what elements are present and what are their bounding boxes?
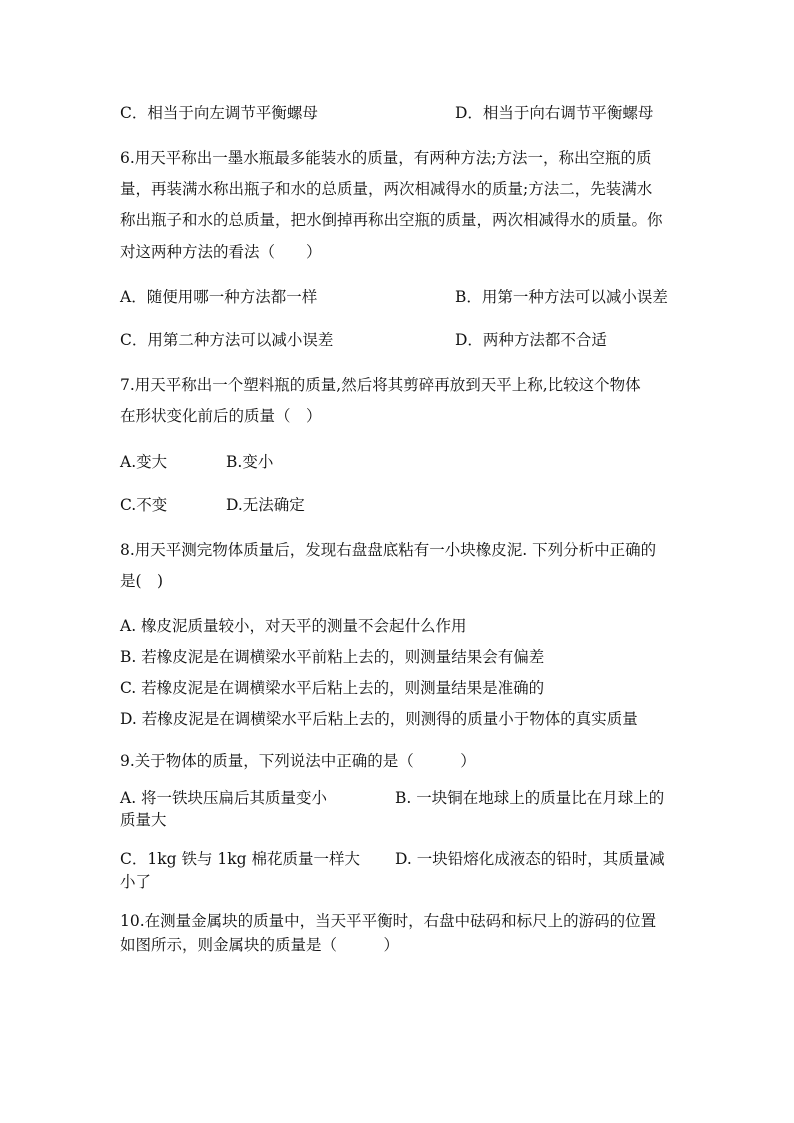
q7-option-d: D.无法确定 [226,496,305,514]
q7-stem-line-2: 在形状变化前后的质量（ ） [120,407,322,425]
q9-stem: 9.关于物体的质量，下列说法中正确的是（ ） [120,752,476,770]
q9-option-d-continued: 小了 [120,873,152,891]
q6-option-c: C．用第二种方法可以减小误差 [120,331,334,349]
q8-option-d: D. 若橡皮泥是在调横梁水平后粘上去的，则测得的质量小于物体的真实质量 [120,710,638,728]
q7-stem-line-1: 7.用天平称出一个塑料瓶的质量,然后将其剪碎再放到天平上称,比较这个物体 [120,376,641,394]
q7-option-a: A.变大 [120,453,168,471]
q6-option-d: D．两种方法都不合适 [455,331,607,349]
q6-stem-line-2: 量，再装满水称出瓶子和水的总质量，两次相减得水的质量;方法二，先装满水 [120,180,653,198]
q8-option-b: B. 若橡皮泥是在调横梁水平前粘上去的，则测量结果会有偏差 [120,648,545,666]
q8-stem-line-2: 是( ) [120,572,164,590]
q6-stem-line-1: 6.用天平称出一墨水瓶最多能装水的质量，有两种方法;方法一，称出空瓶的质 [120,149,652,167]
q6-stem-line-3: 称出瓶子和水的总质量，把水倒掉再称出空瓶的质量，两次相减得水的质量。你 [120,211,663,229]
q8-option-a: A. 橡皮泥质量较小，对天平的测量不会起什么作用 [120,617,467,635]
q10-stem-line-2: 如图所示，则金属块的质量是（ ） [120,936,400,954]
q9-option-d: D. 一块铅熔化成液态的铅时，其质量减 [395,850,665,868]
q7-option-b: B.变小 [226,453,274,471]
q6-stem-line-4: 对这两种方法的看法（ ） [120,243,322,261]
q9-option-a: A. 将一铁块压扁后其质量变小 [120,789,328,807]
q9-option-c: C．1kg 铁与 1kg 棉花质量一样大 [120,850,360,868]
q10-stem-line-1: 10.在测量金属块的质量中，当天平平衡时，右盘中砝码和标尺上的游码的位置 [120,912,657,930]
q8-stem-line-1: 8.用天平测完物体质量后，发现右盘盘底粘有一小块橡皮泥. 下列分析中正确的 [120,541,657,559]
q5-option-d: D．相当于向右调节平衡螺母 [455,104,654,122]
q5-option-c: C．相当于向左调节平衡螺母 [120,104,318,122]
q7-option-c: C.不变 [120,496,168,514]
q8-option-c: C. 若橡皮泥是在调横梁水平后粘上去的，则测量结果是准确的 [120,679,545,697]
q9-option-b: B. 一块铜在地球上的质量比在月球上的 [395,789,665,807]
q6-option-a: A．随便用哪一种方法都一样 [120,288,318,306]
q6-option-b: B．用第一种方法可以减小误差 [455,288,668,306]
q9-option-b-continued: 质量大 [120,811,167,829]
